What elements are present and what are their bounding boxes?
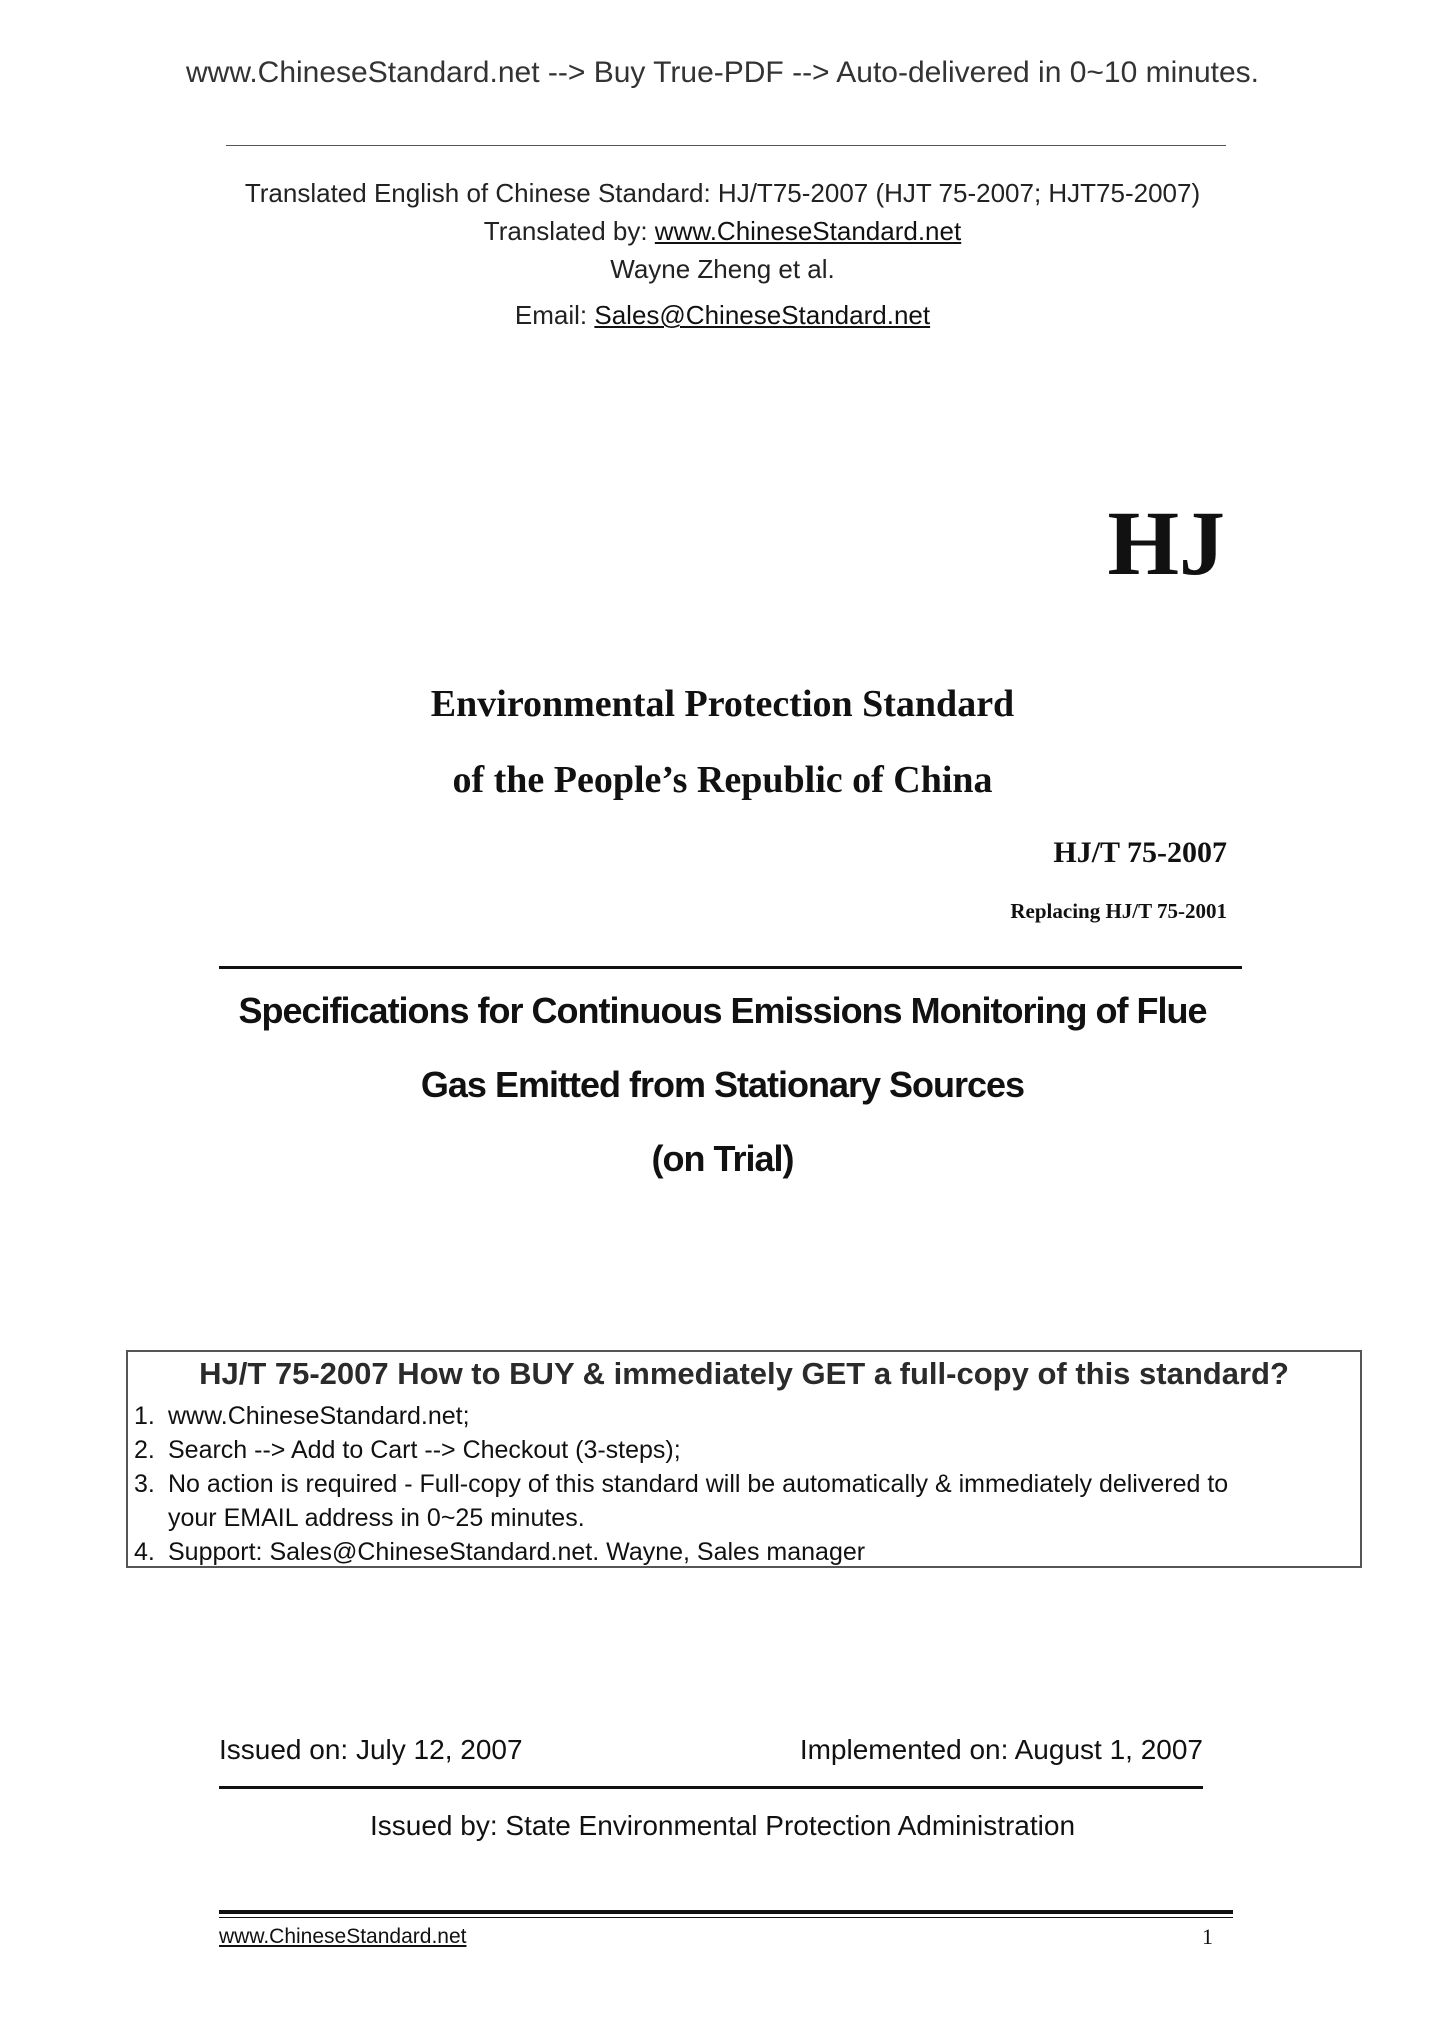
buy-step-2 bbox=[134, 1436, 681, 1465]
step-text[interactable]: www.ChineseStandard.net; bbox=[168, 1402, 470, 1430]
buy-box-title: HJ/T 75-2007 How to BUY & immediately GET a full-copy of this standard? bbox=[199, 1356, 1289, 1391]
issuing-authority: Issued by: State Environmental Protection Administration bbox=[369, 1810, 1076, 1841]
buy-step-1 bbox=[134, 1402, 470, 1431]
standard-country-title: of the People’s Republic of China bbox=[452, 759, 993, 801]
standard-number: HJ/T 75-2007 bbox=[1053, 836, 1227, 869]
buy-step-3 bbox=[134, 1470, 1228, 1499]
issued-on-date: Issued on: July 12, 2007 bbox=[219, 1734, 523, 1765]
document-title-line-1: Specifications for Continuous Emissions Monitoring of Flue bbox=[238, 990, 1207, 1031]
buy-step-4 bbox=[134, 1538, 865, 1567]
email-link[interactable]: Sales@ChineseStandard.net bbox=[594, 300, 931, 330]
document-title-line-3: (on Trial) bbox=[651, 1138, 794, 1179]
translator-name: Wayne Zheng et al. bbox=[610, 254, 835, 284]
step-number: 3. bbox=[134, 1470, 155, 1498]
step-text: Support: Sales@ChineseStandard.net. Wayne, Sales manager bbox=[168, 1538, 866, 1566]
footer-divider-thick bbox=[219, 1910, 1233, 1914]
dates-divider bbox=[219, 1786, 1203, 1789]
step-text: your EMAIL address in 0~25 minutes. bbox=[168, 1504, 585, 1532]
translation-line: Translated English of Chinese Standard: HJ/T75-2007 (HJT 75-2007; HJT75-2007) bbox=[244, 178, 1201, 208]
translated-by-label: Translated by: bbox=[483, 216, 655, 246]
email-label: Email: bbox=[514, 300, 595, 330]
step-text: No action is required - Full-copy of this standard will be automatically & immediately delivered to bbox=[168, 1470, 1229, 1498]
translator-site-link[interactable]: www.ChineseStandard.net bbox=[654, 216, 962, 246]
buy-step-3-continued bbox=[134, 1504, 585, 1533]
step-number: 2. bbox=[134, 1436, 155, 1464]
step-text: Search --> Add to Cart --> Checkout (3-steps); bbox=[168, 1436, 681, 1464]
document-title-line-2: Gas Emitted from Stationary Sources bbox=[420, 1064, 1025, 1105]
standard-category-title: Environmental Protection Standard bbox=[430, 683, 1015, 725]
implemented-on-date: Implemented on: August 1, 2007 bbox=[799, 1734, 1203, 1765]
replacing-note: Replacing HJ/T 75-2001 bbox=[1010, 899, 1227, 923]
buy-info-box bbox=[126, 1350, 1362, 1568]
translated-by-line bbox=[0, 216, 1445, 247]
top-divider bbox=[226, 145, 1226, 146]
step-number: 4. bbox=[134, 1538, 155, 1566]
title-divider bbox=[219, 966, 1242, 969]
footer-divider-thin bbox=[219, 1917, 1233, 1918]
page-number: 1 bbox=[1202, 1924, 1213, 1949]
hj-logo: HJ bbox=[1107, 492, 1225, 594]
email-line bbox=[0, 300, 1445, 331]
step-number: 1. bbox=[134, 1402, 155, 1430]
footer-site-link[interactable]: www.ChineseStandard.net bbox=[219, 1925, 467, 1948]
top-banner: www.ChineseStandard.net --> Buy True-PDF --> Auto-delivered in 0~10 minutes. bbox=[185, 56, 1260, 89]
